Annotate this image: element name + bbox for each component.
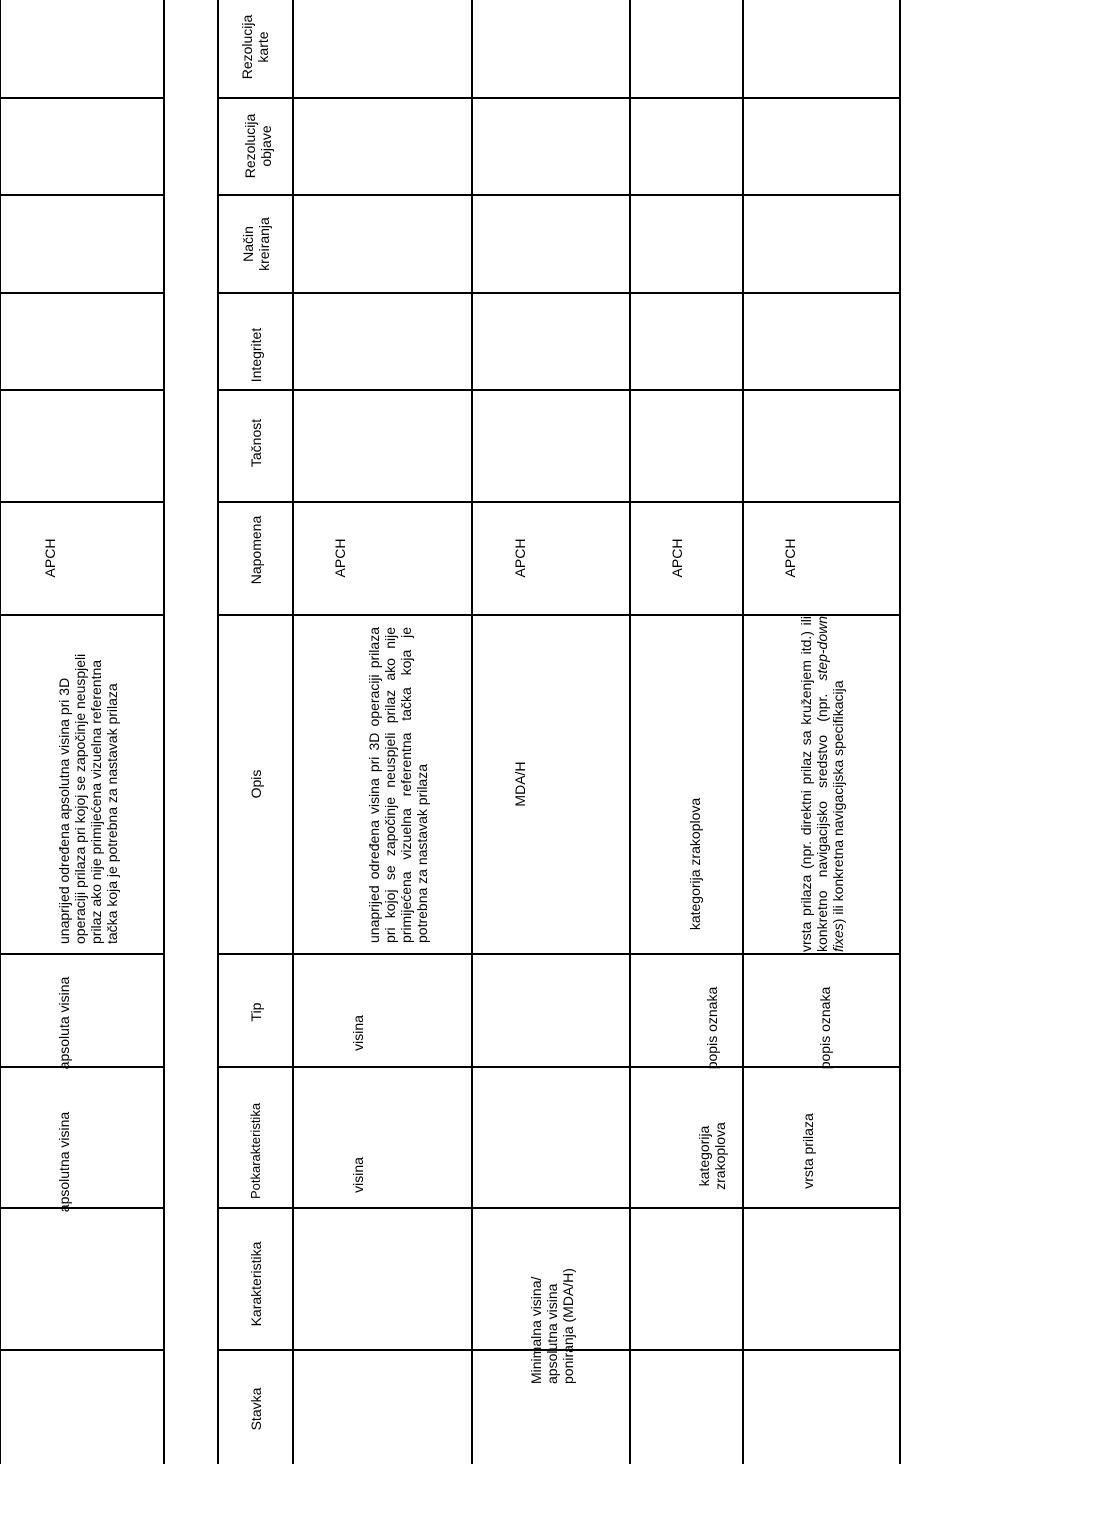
row1-tip: visina (350, 1015, 366, 1051)
continued-potkarakteristika: apsolutna visina (56, 1111, 72, 1213)
row3-potkarakteristika: kategorija zrakoplova (696, 1122, 728, 1190)
row2-napomena: APCH (512, 538, 528, 578)
row1-napomena: APCH (332, 538, 348, 578)
header-stavka: Stavka (248, 1387, 264, 1431)
row2-karakteristika: Minimalna visina/ apsolutna visina poniranja (MDA/H) (528, 1268, 576, 1384)
header-rezolucija-objave: Rezolucija objave (242, 113, 274, 179)
grid-line (217, 0, 219, 1464)
grid-line (218, 194, 900, 196)
header-rezolucija-karte: Rezolucija karte (239, 14, 271, 80)
grid-line (0, 1066, 164, 1068)
grid-line (218, 501, 900, 503)
grid-line (0, 389, 164, 391)
row3-opis: kategorija zrakoplova (687, 797, 703, 931)
header-nacin-kreiranja: Način kreiranja (240, 217, 272, 271)
grid-line (0, 614, 164, 616)
grid-line (218, 1066, 900, 1068)
row4-opis-italic: step-down fixes (814, 616, 846, 952)
grid-line (0, 194, 164, 196)
grid-line (0, 953, 164, 955)
grid-line (0, 1349, 164, 1351)
grid-line (0, 1207, 164, 1209)
grid-line (218, 953, 900, 955)
header-opis: Opis (248, 769, 264, 799)
row4-opis (798, 616, 846, 952)
grid-line (629, 0, 631, 1464)
header-integritet: Integritet (248, 327, 264, 383)
row4-napomena: APCH (782, 538, 798, 578)
header-napomena: Napomena (248, 515, 264, 585)
header-tip: Tip (248, 1002, 264, 1022)
grid-line (292, 0, 294, 1464)
grid-line (218, 389, 900, 391)
grid-line (218, 97, 900, 99)
row3-tip: popis oznaka (704, 986, 720, 1070)
grid-line (218, 292, 900, 294)
row4-opis-text-end: ) ili konkretna navigacijska specifikacija (830, 680, 846, 924)
row1-opis: unaprijed određena visina pri 3D operaciji prilaza pri kojoj se započinje neuspjeli prilaz ako nije primijećena vizuelna referentna tačka koja je potrebna za nastavak prilaza (366, 627, 430, 943)
grid-line (899, 0, 901, 1464)
row1-potkarakteristika: visina (350, 1157, 366, 1193)
header-tacnost: Tačnost (248, 418, 264, 468)
row4-opis-text: vrsta prilaza (npr. direktni prilaz sa kruženjem itd.) ili konkretno navigacijsko sredstvo (npr. (798, 616, 830, 952)
row4-tip: popis oznaka (817, 986, 833, 1070)
continued-tip: apsoluta visina (56, 976, 72, 1070)
grid-line (0, 501, 164, 503)
grid-line (0, 0, 1, 1464)
row2-opis: MDA/H (512, 761, 528, 807)
grid-line (218, 1207, 900, 1209)
grid-line (0, 97, 164, 99)
grid-line (0, 292, 164, 294)
row4-potkarakteristika: vrsta prilaza (800, 1113, 816, 1189)
continued-opis: unaprijed određena apsolutna visina pri 3D operaciji prilaza pri kojoj se započinje neuspjeli prilaz ako nije primijećena vizuelna referentna tačka koja je potrebna za nastavak prilaza (56, 653, 120, 944)
grid-line (742, 0, 744, 1464)
continued-napomena: APCH (42, 538, 58, 578)
header-potkarakteristika: Potkarakteristika (248, 1102, 263, 1200)
row3-napomena: APCH (669, 538, 685, 578)
header-karakteristika: Karakteristika (248, 1241, 264, 1327)
grid-line (163, 0, 165, 1464)
grid-line (471, 0, 473, 1464)
